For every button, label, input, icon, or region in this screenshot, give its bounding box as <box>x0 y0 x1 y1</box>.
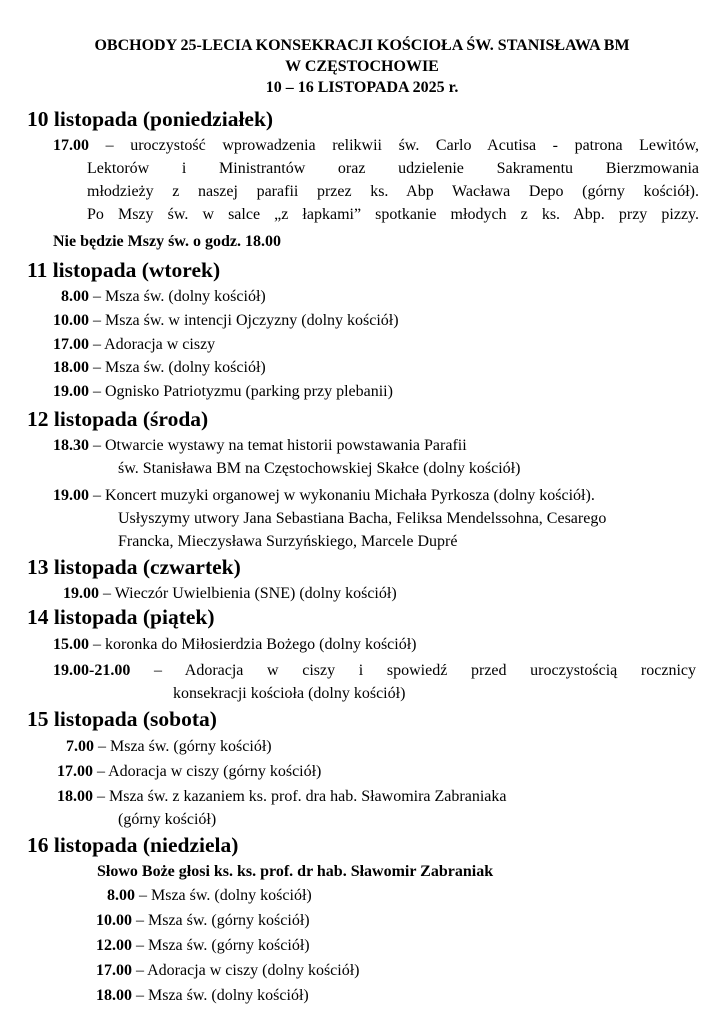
event-text: – Msza św. (górny kościół) <box>132 937 310 954</box>
event-time: 18.00 <box>53 359 89 376</box>
event-line-continued: Usłyszymy utwory Jana Sebastiana Bacha, Feliksa Mendelssohna, Cesarego <box>118 510 607 527</box>
event-time: 8.00 <box>107 887 135 904</box>
event-line <box>53 659 696 682</box>
event-text: – Adoracja w ciszy (dolny kościół) <box>132 962 360 979</box>
event-line-continued: konsekracji kościoła (dolny kościół) <box>173 685 406 702</box>
event-text: – Koncert muzyki organowej w wykonaniu Michała Pyrkosza (dolny kościół). <box>89 487 595 504</box>
day-note: Nie będzie Mszy św. o godz. 18.00 <box>53 233 281 250</box>
event-line <box>53 134 699 157</box>
day-heading: 14 listopada (piątek) <box>27 605 215 629</box>
event-line-continued: Francka, Mieczysława Surzyńskiego, Marcele Dupré <box>118 533 458 550</box>
event-line <box>53 434 467 457</box>
event-line-continued: św. Stanisława BM na Częstochowskiej Skałce (dolny kościół) <box>118 460 521 477</box>
event-line <box>66 735 272 758</box>
event-time: 8.00 <box>61 288 89 305</box>
event-line <box>96 934 310 957</box>
document-title-line-2: W CZĘSTOCHOWIE <box>285 58 439 75</box>
event-line <box>53 309 399 332</box>
day-heading: 10 listopada (poniedziałek) <box>27 107 274 131</box>
event-time: 12.00 <box>96 937 132 954</box>
event-text: – Msza św. (dolny kościół) <box>135 887 312 904</box>
event-line <box>57 760 321 783</box>
event-text: – Adoracja w ciszy <box>89 336 216 353</box>
event-text: – Otwarcie wystawy na temat historii powstawania Parafii <box>89 437 467 454</box>
event-line <box>53 333 215 356</box>
event-line <box>53 633 417 656</box>
day-heading: 13 listopada (czwartek) <box>27 555 241 579</box>
event-time: 15.00 <box>53 636 89 653</box>
event-time: 10.00 <box>96 912 132 929</box>
event-time: 19.00-21.00 <box>53 662 131 679</box>
event-line-continued: Lektorów i Ministrantów oraz udzielenie Sakramentu Bierzmowania <box>87 160 699 177</box>
document-title-line-1: OBCHODY 25-LECIA KONSEKRACJI KOŚCIOŁA ŚW. STANISŁAWA BM <box>94 37 630 54</box>
event-time: 17.00 <box>96 962 132 979</box>
event-text: – Wieczór Uwielbienia (SNE) (dolny kościół) <box>99 585 397 602</box>
event-line <box>107 884 312 907</box>
event-time: 19.00 <box>53 383 89 400</box>
event-text: – Msza św. (górny kościół) <box>132 912 310 929</box>
event-time: 17.00 <box>53 137 89 154</box>
event-text: – Msza św. z kazaniem ks. prof. dra hab. Sławomira Zabraniaka <box>93 788 507 805</box>
event-line <box>57 785 506 808</box>
event-text: – Msza św. w intencji Ojczyzny (dolny kościół) <box>89 312 399 329</box>
event-line <box>53 484 595 507</box>
event-time: 19.00 <box>53 487 89 504</box>
event-text: – Adoracja w ciszy (górny kościół) <box>93 763 322 780</box>
event-line <box>96 959 360 982</box>
event-line-continued: młodzieży z naszej parafii przez ks. Abp Wacława Depo (górny kościół). <box>87 183 699 200</box>
day-heading: 15 listopada (sobota) <box>27 707 217 731</box>
day-heading: 12 listopada (środa) <box>27 407 209 431</box>
event-text: – Msza św. (dolny kościół) <box>89 359 266 376</box>
day-heading: 16 listopada (niedziela) <box>27 833 239 857</box>
event-text: – Ognisko Patriotyzmu (parking przy plebanii) <box>89 383 393 400</box>
event-line <box>96 984 309 1007</box>
event-text: – Adoracja w ciszy i spowiedź przed uroczystością rocznicy <box>130 662 696 679</box>
event-time: 17.00 <box>53 336 89 353</box>
event-text: – Msza św. (dolny kościół) <box>132 987 309 1004</box>
event-time: 18.00 <box>96 987 132 1004</box>
event-line <box>96 909 310 932</box>
event-time: 18.00 <box>57 788 93 805</box>
event-line <box>53 380 393 403</box>
event-text: – Msza św. (górny kościół) <box>94 738 272 755</box>
event-text: – uroczystość wprowadzenia relikwii św. Carlo Acutisa - patrona Lewitów, <box>89 137 699 154</box>
day-note: Słowo Boże głosi ks. ks. prof. dr hab. Sławomir Zabraniak <box>97 863 494 880</box>
event-line <box>53 356 266 379</box>
event-time: 18.30 <box>53 437 89 454</box>
event-time: 19.00 <box>63 585 99 602</box>
event-line-continued: Po Mszy św. w salce „z łapkami” spotkanie młodych z ks. Abp. przy pizzy. <box>87 206 699 223</box>
event-text: – Msza św. (dolny kościół) <box>89 288 266 305</box>
event-text: – koronka do Miłosierdzia Bożego (dolny kościół) <box>89 636 417 653</box>
event-line <box>63 582 397 605</box>
event-line-continued: (górny kościół) <box>118 811 217 828</box>
document-title-line-3: 10 – 16 LISTOPADA 2025 r. <box>265 79 459 96</box>
event-time: 17.00 <box>57 763 93 780</box>
event-line <box>61 285 266 308</box>
day-heading: 11 listopada (wtorek) <box>27 258 221 282</box>
event-time: 7.00 <box>66 738 94 755</box>
event-time: 10.00 <box>53 312 89 329</box>
